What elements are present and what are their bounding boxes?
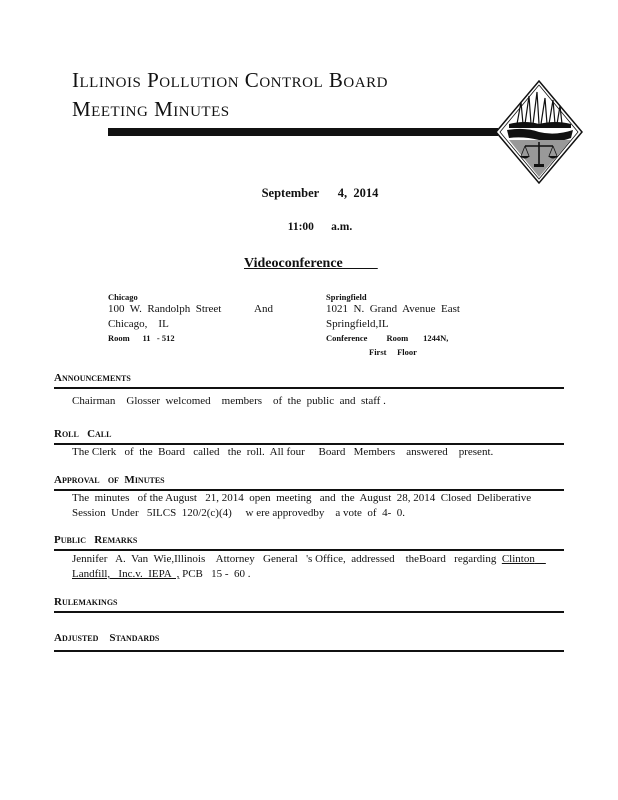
ipcb-seal-scales-icon: [495, 80, 583, 184]
chicago-address: 100 W. Randolph Street: [108, 303, 222, 315]
section-heading-approval-of-minutes: Approval of Minutes: [54, 474, 165, 486]
section-rule: [54, 549, 564, 551]
public-remarks-prefix: Jennifer A. Van Wie,Illinois Attorney General 's Office, addressed theBoard regarding: [72, 553, 502, 565]
and-text: And: [254, 303, 273, 315]
springfield-city: Springfield,IL: [326, 318, 389, 330]
section-heading-public-remarks: Public Remarks: [54, 534, 138, 546]
public-remarks-text: [72, 552, 552, 582]
section-heading-adjusted-standards: Adjusted Standards: [54, 632, 160, 644]
meeting-date: September 4, 2014: [261, 186, 379, 200]
springfield-label: Springfield: [326, 292, 367, 302]
announcements-text: Chairman Glosser welcomed members of the public and staff .: [72, 395, 386, 407]
document-subtitle: Meeting Minutes: [72, 97, 230, 121]
section-heading-roll-call: Roll Call: [54, 428, 112, 440]
springfield-address: 1021 N. Grand Avenue East: [326, 303, 460, 315]
springfield-floor: First Floor: [369, 347, 417, 357]
case-number: PCB 15 - 60 .: [179, 568, 251, 580]
roll-call-text: The Clerk of the Board called the roll. All four Board Members answered present.: [72, 446, 494, 458]
springfield-room: Conference Room 1244N,: [326, 333, 449, 343]
section-rule: [54, 650, 564, 652]
section-rule: [54, 611, 564, 613]
meeting-time: 11:00 a.m.: [287, 221, 353, 233]
section-rule: [54, 387, 564, 389]
section-heading-rulemakings: Rulemakings: [54, 596, 118, 608]
document-title: Illinois Pollution Control Board: [72, 68, 388, 92]
approval-text: The minutes of the August 21, 2014 open meeting and the August 28, 2014 Closed Deliberative Session Under 5ILCS 120/2(c)(4) w ere approvedby a vote of 4- 0.: [72, 492, 534, 519]
chicago-room: Room 11 - 512: [108, 333, 175, 343]
meeting-venue: Videoconference: [244, 256, 378, 271]
chicago-city: Chicago, IL: [108, 318, 169, 330]
section-heading-announcements: Announcements: [54, 372, 131, 384]
case-name: Clinton Landfill, Inc.v. IEPA ,: [72, 553, 546, 580]
header-rule: [108, 128, 498, 136]
chicago-label: Chicago: [108, 292, 138, 302]
